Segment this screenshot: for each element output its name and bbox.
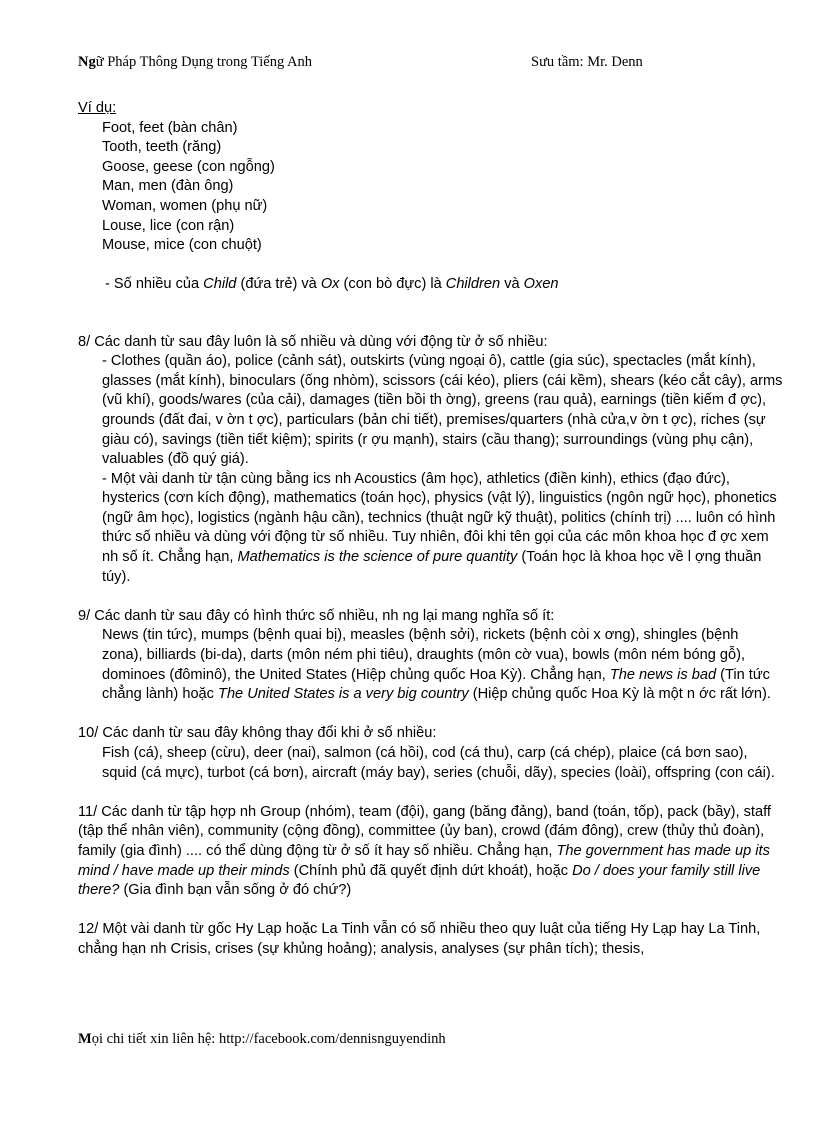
section-8-paragraph-2: - Một vài danh từ tận cùng bằng ics nh Acoustics (âm học), athletics (điền kinh), ethics (đạo đức), hysterics (cơn kích động), mathematics (toán học), physics (vật lý), linguistics (ngôn ngữ học), phonetics (ngữ âm học), logistics (ngành hậu cần), technics (thuật ngữ kỹ thuật), politics (chính trị) .... luôn có hình thức số nhiều và dùng với động từ số nhiều. Tuy nhiên, đôi khi tên gọi của các môn khoa học đ ợc xem nh số ít. Chẳng hạn, Mathematics is the science of pure quantity (Toán học là khoa học về l ợng thuần túy). [102, 470, 777, 585]
example-item: Man, men (đàn ông) [102, 178, 234, 195]
header-title-rest: ữ Pháp Thông Dụng trong Tiếng Anh [95, 54, 312, 70]
footer-bold: M [78, 1031, 92, 1047]
section-10-body [78, 744, 783, 783]
section-8-body [78, 352, 783, 587]
section-9-paragraph-1: News (tin tức), mumps (bệnh quai bị), measles (bệnh sởi), rickets (bệnh còi x ơng), shingles (bệnh zona), billiards (bi-da), darts (môn ném phi tiêu), draughts (môn cờ vua), bowls (môn ném bóng gỗ), [102, 627, 746, 664]
footer-contact: ọi chi tiết xin liên hệ: http://facebook.com/dennisnguyendinh [91, 1031, 446, 1047]
section-8-heading: 8/ Các danh từ sau đây luôn là số nhiều và dùng với động từ ở số nhiều: [78, 333, 548, 350]
section-9-paragraph-2: dominoes (đôminô), the United States (Hiệp chủng quốc Hoa Kỳ). Chẳng hạn, The news is bad (Tin tức chẳng lành) hoặc The United States is a very big country (Hiệp chủng quốc Hoa Kỳ là một n ớc rất lớn). [102, 666, 771, 703]
example-label: Ví dụ: [78, 100, 117, 116]
example-list [78, 119, 783, 256]
example-item: Foot, feet (bàn chân) [102, 119, 238, 136]
example-item: Mouse, mice (con chuột) [102, 237, 262, 254]
page-footer [78, 1031, 446, 1048]
section-10-heading: 10/ Các danh từ sau đây không thay đổi khi ở số nhiều: [78, 725, 437, 742]
document-body [78, 99, 783, 960]
section-10-paragraph: Fish (cá), sheep (cừu), deer (nai), salmon (cá hồi), cod (cá thu), carp (cá chép), plaice (cá bơn sao), squid (cá mực), turbot (cá bơn), aircraft (máy bay), series (chuỗi, dãy), species (loài), offspring (con cái). [102, 745, 775, 781]
example-item: Goose, geese (con ngỗng) [102, 158, 275, 175]
section-11-paragraph: 11/ Các danh từ tập hợp nh Group (nhóm), team (đội), gang (băng đảng), band (toán, tốp), pack (bầy), staff (tập thể nhân viên), community (cộng đồng), committee (ủy ban), crowd (đám đông), crew (thủy thủ đoàn), family (gia đình) .... có thể dùng động từ ở số ít hay số nhiều. Chẳng hạn, The government has made up its mind / have made up their minds (Chính phủ đã quyết định dứt khoát), hoặc Do / does your family still live there? (Gia đình bạn vẫn sống ở đó chứ?) [78, 803, 771, 899]
section-12-paragraph: 12/ Một vài danh từ gốc Hy Lạp hoặc La Tinh vẫn có số nhiều theo quy luật của tiếng Hy Lạp hay La Tinh, chẳng hạn nh Crisis, crises (sự khủng hoảng); analysis, analyses (sự phân tích); thesis, [78, 921, 761, 957]
section-9-heading: 9/ Các danh từ sau đây có hình thức số nhiều, nh ng lại mang nghĩa số ít: [78, 607, 555, 624]
header-title-bold: Ng [78, 54, 96, 70]
page-header-collector: Sưu tầm: Mr. Denn [531, 54, 643, 70]
section-8-paragraph-1: - Clothes (quần áo), police (cảnh sát), outskirts (vùng ngoại ô), cattle (gia súc), spectacles (mắt kính), glasses (mắt kính), binoculars (ống nhòm), scissors (cái kéo), pliers (cái kềm), shears (kéo cắt cây), arms (vũ khí), goods/wares (của cải), damages (tiền bồi th ờng), greens (rau quả), earnings (tiền kiếm đ ợc), grounds (đất đai, v ờn t ợc), particulars (bản chi tiết), premises/quarters (nhà cửa,v ờn t ợc), riches (sự giàu có), savings (tiền tiết kiệm); spirits (r ợu mạnh), stairs (cầu thang); surroundings (vùng phụ cận), valuables (đồ quý giá). [102, 353, 783, 468]
example-item: Louse, lice (con rận) [102, 217, 235, 234]
example-item: Woman, women (phụ nữ) [102, 197, 268, 214]
example-item: Tooth, teeth (răng) [102, 139, 222, 156]
section-9-body [78, 626, 783, 704]
plural-note: - Số nhiều của Child (đứa trẻ) và Ox (con bò đực) là Children và Oxen [105, 276, 559, 293]
page-header-title [78, 54, 312, 71]
